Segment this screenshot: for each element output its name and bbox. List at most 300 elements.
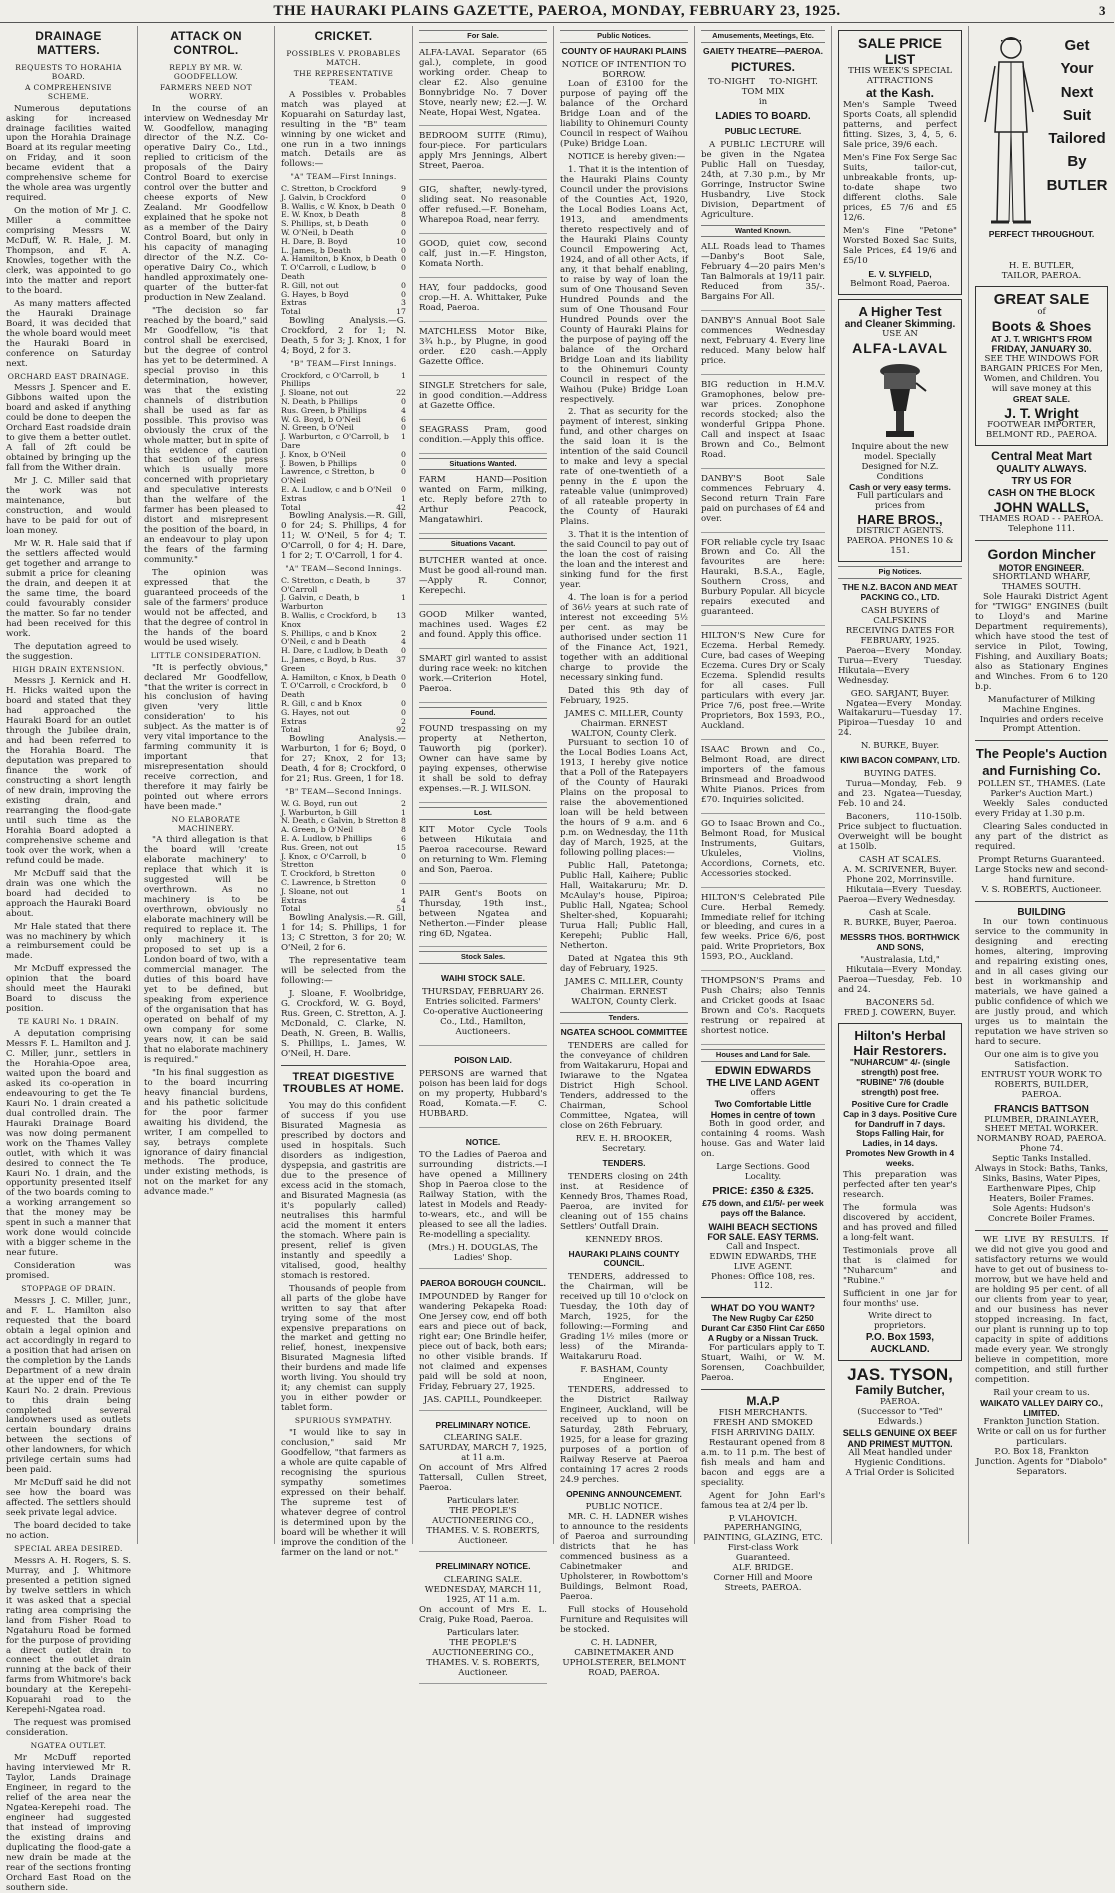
article-title-control: ATTACK ON CONTROL. bbox=[170, 29, 242, 57]
star-name: TOM MIX bbox=[741, 87, 785, 98]
ad-text: ENTRUST YOUR WORK TO ROBERTS, BUILDER, PAEROA. bbox=[980, 1070, 1103, 1100]
score-runs: 10 bbox=[396, 236, 406, 246]
shop-name: J. T. Wright bbox=[1004, 405, 1079, 422]
ad-text: Weekly Sales conducted every Friday at 1.30 p.m. bbox=[975, 799, 1108, 820]
score-batsman: O'Neil, c and b Death bbox=[281, 637, 367, 647]
paragraph: Large Sections. Good Locality. bbox=[716, 1161, 810, 1182]
score-runs: 17 bbox=[396, 307, 406, 317]
score-runs: 0 bbox=[401, 681, 406, 691]
ad-text: AT J. T. WRIGHT'S FROM bbox=[990, 333, 1093, 344]
ad-text: Manufacturer of Milking Machine Engines. bbox=[987, 694, 1096, 715]
masthead-title: THE HAURAKI PLAINS GAZETTE, PAEROA, MONDAY, FEBRUARY 23, 1925. bbox=[273, 3, 841, 19]
score-batsman: N. Death, b Phillips bbox=[281, 397, 358, 406]
slogan-word: Suit bbox=[1062, 106, 1092, 124]
paragraph: As many matters affected the Hauraki Drainage Board, it was decided that the whole board would meet the Hauraki Board in conference on Saturday next. bbox=[6, 298, 131, 369]
ad-text: Particulars later. bbox=[446, 1627, 520, 1638]
signature: REV. E. H. BROOKER, Secretary. bbox=[575, 1133, 673, 1154]
paragraph: Call and Inspect. bbox=[726, 1241, 800, 1252]
ad-tagline: at the Kash. bbox=[865, 86, 934, 101]
wanted-ad bbox=[701, 536, 825, 627]
score-runs: 0 bbox=[401, 219, 406, 229]
battson-title: FRANCIS BATTSON bbox=[994, 1103, 1089, 1115]
ad-text: Rail your cream to us. bbox=[993, 1387, 1090, 1398]
score-batsman: W. O'Neil, b Death bbox=[281, 228, 354, 238]
ad-text: DANBY'S Boot Sale commences February 4. Second return Train Fare paid on purchases of £4 and over. bbox=[701, 473, 825, 524]
classified-ad bbox=[419, 183, 547, 234]
ad-text: ALL Roads lead to Thames—Danby's Boot Sale, February 4—20 pairs Men's Tan Balmorals at 19/11 pair. Reduced from 35/-. Bargains For All. bbox=[701, 242, 825, 303]
score-runs: 0 bbox=[401, 263, 406, 273]
paragraph: The deputation agreed to the suggestion. bbox=[6, 641, 131, 662]
score-batsman: C. Stretton, c Death, b O'Carroll bbox=[281, 575, 370, 594]
ad-address: Belmont Road, Paeroa. bbox=[850, 278, 950, 289]
score-runs: 0 bbox=[401, 467, 406, 477]
ad-text: TRY US FOR bbox=[1011, 475, 1072, 487]
notice-heading: COUNTY OF HAURAKI PLAINS bbox=[561, 45, 687, 56]
agent-name: EDWIN EDWARDS bbox=[715, 1064, 811, 1077]
ad-text: Write direct to proprietors. bbox=[868, 1311, 932, 1332]
paragraph: The representative team will be selected from the following:— bbox=[281, 956, 406, 986]
ad-text: Always in Stock: Baths, Tanks, Sinks, Basins, Water Pipes, Earthenware Pipes, Chip Heaters, Boiler Frames. bbox=[975, 1164, 1108, 1205]
building-title: BUILDING bbox=[1017, 906, 1066, 918]
score-row bbox=[281, 612, 406, 630]
score-runs: 0 bbox=[401, 646, 406, 656]
score-runs: 0 bbox=[401, 192, 406, 202]
lecture-heading: PUBLIC LECTURE. bbox=[724, 125, 802, 136]
stock-sale-ad bbox=[419, 967, 547, 1046]
classified-ad bbox=[419, 379, 547, 420]
scorecard-a-second bbox=[281, 577, 406, 727]
paragraph: NOTICE is hereby given:— bbox=[568, 152, 686, 163]
column-amusements bbox=[694, 26, 831, 1594]
subhead: HIGH DRAIN EXTENSION. bbox=[12, 664, 125, 674]
auction-title: The People's Auction and Furnishing Co. bbox=[975, 746, 1108, 779]
clearing-sale-ad bbox=[419, 1414, 547, 1553]
ad-text: CASH BUYERS of CALFSKINS bbox=[861, 605, 939, 626]
score-batsman: G. Hayes, not out bbox=[281, 707, 350, 717]
paragraph: "A third allegation is that the board will 'create elaborate machinery' to replace that which it is suggested will be overthrown. As no machinery is to be overthrown, obviously no elaborate machinery will be required to replace it. The only machinery it is proposed to set up is a London board of two, with a commercial manager. The duties of this board have yet to be defined, but speaking from experience of the organisation that has operated on behalf of my own company for some years now, it can be said that no elaborate machinery is required." bbox=[144, 835, 268, 1065]
score-runs: 0 bbox=[401, 254, 406, 264]
score-runs: 8 bbox=[401, 825, 406, 835]
ad-text: POLLEN ST., THAMES. (Late Parker's Auction Mart.) bbox=[977, 779, 1106, 800]
ad-terms: Cash or very easy terms. bbox=[849, 481, 951, 492]
butler-slogan bbox=[1039, 34, 1115, 197]
column-public-notices bbox=[553, 26, 694, 1678]
score-runs: 2 bbox=[401, 628, 406, 638]
score-runs: 2 bbox=[401, 716, 406, 726]
cars-heading: WHAT DO YOU WANT? bbox=[710, 1303, 816, 1315]
paragraph: "I would like to say in conclusion," said Mr Goodfellow, "that farmers as a whole are quite capable of recognising the spurious sympathy sometimes expressed on their behalf. The supreme test of whatever degree of control is determined upon by the board will be whether it will improve the condition of the farmer on the land or not." bbox=[281, 1427, 406, 1558]
ad-heading: WAIHI STOCK SALE. bbox=[441, 973, 525, 984]
wanted-ad bbox=[701, 240, 825, 311]
score-batsman: J. Galvin, c Death, b Warburton bbox=[281, 593, 360, 612]
ad-heading: PAEROA BOROUGH COUNCIL. bbox=[420, 1278, 546, 1289]
ad-text: Hikutaia—Every Tuesday. Paeroa—Every Wednesday. bbox=[838, 884, 962, 905]
ad-heading: PRELIMINARY NOTICE. bbox=[435, 1419, 531, 1430]
score-runs: 0 bbox=[401, 707, 406, 717]
paragraph: Mr McDuff reported having interviewed Mr R. Taylor, Lands Drainage Engineer, in regard to the relief of the area near the Ngatea-Kerepehi road. The engineer had suggested that instead of improving the existing drains and duplicating the flood-gate a new drain be made at the rear of the sections fronting Orchard East Road on the southern side. bbox=[6, 1752, 131, 1893]
subhead: REPLY BY MR. W. GOODFELLOW. bbox=[169, 62, 243, 81]
column-drainage bbox=[0, 26, 137, 1893]
score-batsman: Lawrence, c Stretton, b O'Neil bbox=[281, 467, 375, 486]
ad-text: In our town continuous service to the community in designing and erecting homes, altering, improving and repairing existing ones, and in all cases giving our best in workmanship and materials, we have gained a public confidence of which we are justly proud, and which urges us to maintain the reputation we have striven so hard to secure. bbox=[975, 917, 1108, 1048]
paragraph: Agent for John Earl's famous tea at 2/4 per lb. bbox=[701, 1490, 825, 1511]
paragraph: Restaurant opened from 8 a.m. to 11 p.m. The best of fish meals and ham and bacon and eggs are a speciality. bbox=[701, 1437, 825, 1488]
paragraph: TENDERS, addressed to the District Railway Engineer, Auckland, will be received up to noon on Saturday, 28th February, 1925, for a lease for grazing purposes of a portion of Railway Reserve at Paeroa containing 17 acres 2 roods 24.9 perches. bbox=[560, 1384, 688, 1485]
score-batsman: L. James, b Death bbox=[281, 245, 352, 255]
paragraph: TENDERS closing on 24th inst. at Residence of Kennedy Bros, Thames Road, Paeroa, are invited for cleaning out of 155 chains Settlers' Outfall Drain. bbox=[560, 1171, 688, 1232]
score-batsman: Extras bbox=[281, 895, 307, 905]
address: TAILOR, PAEROA. bbox=[1001, 270, 1082, 281]
ad-text: Inquire about the new model. Specially Designed for N.Z. Conditions bbox=[851, 441, 949, 482]
millinery-notice bbox=[419, 1131, 547, 1270]
fish-merchants: FISH MERCHANTS. bbox=[718, 1407, 808, 1418]
score-batsman: T. Crockford, b Stretton bbox=[281, 869, 376, 879]
ad-date: SATURDAY, MARCH 7, 1925, at 11 a.m. bbox=[419, 1443, 547, 1464]
ad-subheading: CLEARING SALE. bbox=[443, 1433, 523, 1444]
score-runs: 6 bbox=[401, 833, 406, 843]
paragraph: The opinion was expressed that the guaranteed proceeds of the sale of the farmers' produce would not be affected, and that the degree of control in the hands of the board would be used wisely. bbox=[144, 568, 268, 648]
score-batsman: Crockford, c O'Carroll, b Phillips bbox=[281, 370, 379, 389]
score-batsman: J. Knox, b O'Neil bbox=[281, 449, 346, 459]
score-batsman: W. G. Boyd, run out bbox=[281, 798, 358, 808]
classified-ad bbox=[419, 281, 547, 322]
company-name: MESSRS THOS. BORTHWICK AND SONS, bbox=[840, 931, 960, 952]
scorecard-a-first bbox=[281, 185, 406, 308]
score-runs: 0 bbox=[401, 228, 406, 238]
ad-text: THOMPSON'S Prams and Push Chairs; also Tennis and Cricket goods at Isaac Brown and Co's. Racquets restrung or repaired at shortest notice. bbox=[701, 976, 825, 1037]
score-runs: 0 bbox=[401, 397, 406, 406]
hiltons-hair-ad bbox=[838, 1023, 962, 1360]
wanted-ad bbox=[701, 472, 825, 533]
section-header: Lost. bbox=[419, 807, 547, 820]
paragraph: 3. That it is the intention of the said Council to pay out of the loan the cost of raising the loan and the interest and sinking fund for the first year. bbox=[560, 530, 688, 590]
score-batsman: L. James, c Boyd, b Rus. Green bbox=[281, 655, 377, 673]
ad-text: Entries solicited. Farmers' Co-operative Auctioneering Co., Ltd., Hamilton, Auctioneers. bbox=[422, 996, 544, 1037]
score-batsman: J. Sloane, not out bbox=[281, 886, 349, 896]
score-batsman: T. O'Carroll, c Crockford, b Death bbox=[281, 681, 388, 700]
section-header: Found. bbox=[419, 707, 547, 720]
score-runs: 1 bbox=[401, 370, 406, 380]
score-batsman: R. Gill, not out bbox=[281, 280, 339, 290]
paragraph: For particulars apply to T. Stuart, Waihi, or W. M. Sorensen, Coachbuilder, Paeroa. bbox=[701, 1343, 825, 1383]
score-runs: 37 bbox=[396, 575, 406, 585]
paragraph: Consideration was promised. bbox=[6, 1261, 131, 1282]
paragraph: A Possibles v. Probables match was played at Kopuarahi on Saturday last, resulting in the "B" team winning by one wicket and one run in a two innings match. Details are as follows:— bbox=[281, 89, 406, 170]
butcher-trade: Family Butcher, bbox=[855, 1383, 945, 1398]
score-runs: 0 bbox=[401, 458, 406, 468]
score-batsman: J. Sloane, not out bbox=[281, 388, 349, 398]
ad-signature: THE PEOPLE'S AUCTIONEERING CO., THAMES. V. S. ROBERTS, Auctioneer. bbox=[426, 1506, 540, 1547]
column-display-ads-2 bbox=[968, 26, 1114, 1544]
paragraph: Public Hall, Patetonga; Public Hall, Kaihere; Public Hall, Waitakaruru; Mr. D. McAulay's house, Pipiroa; Public Hall, Ngatea; School Shelter-shed, Kopuarahi; Turua Hall; Public Hall, Kerepehi; Public Hall, Netherton. bbox=[560, 861, 688, 951]
mincher-title: Gordon Mincher bbox=[987, 546, 1096, 563]
sale-price-list-ad bbox=[838, 30, 962, 295]
score-runs: 8 bbox=[401, 816, 406, 826]
ad-text: FARM HAND—Position wanted on Farm, milking, etc. Reply before 27th to Arthur Peacock, Mangatawhiri. bbox=[419, 475, 547, 526]
dealer-name: HARE BROS., bbox=[857, 512, 943, 528]
score-batsman: J. Galvin, b Crockford bbox=[281, 192, 366, 202]
offers-label: offers bbox=[750, 1088, 776, 1099]
ad-heading: PRELIMINARY NOTICE. bbox=[435, 1561, 531, 1572]
dairy-co-title: WAIKATO VALLEY DAIRY CO., LIMITED. bbox=[980, 1397, 1103, 1418]
ad-date: WEDNESDAY, MARCH 11, 1925, AT 11 a.m. bbox=[424, 1584, 542, 1605]
signature: P. VLAHOVICH. bbox=[728, 1513, 798, 1524]
score-batsman: Total bbox=[281, 307, 301, 317]
ad-text: Inquiries and orders receive Prompt Attention. bbox=[979, 714, 1104, 735]
ad-text: GREAT SALE. bbox=[1012, 394, 1071, 405]
signature: C. H. LADNER, CABINETMAKER AND UPHOLSTERER, BELMONT ROAD, PAEROA. bbox=[562, 1638, 686, 1678]
ad-text: RECEIVING DATES FOR FEBRUARY, 1925. bbox=[845, 625, 955, 646]
ad-text: FOR reliable cycle try Isaac Brown and Co. All the favourites are here: Hauraki, B.S.A., Eagle, Southern Cross, and Burbury Popular. All bicycle repairs executed and guaranteed. bbox=[701, 537, 825, 618]
paragraph: In the course of an interview on Wednesday Mr W. Goodfellow, managing director of the N.Z. Co-operative Dairy Co., Ltd., replied to criticism of the proposals of the Dairy Control Board to exercise control over the butter and cheese exports of New Zealand. Mr Goodfellow explained that he spoke not as a member of the Dairy Control Board, but only in his capacity of managing director of the N.Z. Co-operative Dairy Co., which handled approximately one-quarter of the butter-fat production in New Zealand. bbox=[144, 103, 268, 303]
paperhanging: PAPERHANGING, PAINTING, GLAZING, ETC. bbox=[703, 1523, 823, 1544]
ad-text: The formula was discovered by accident, and has proved and filled a long-felt want. bbox=[843, 1202, 957, 1243]
bowling-analysis: Bowling Analysis.—G. Crockford, 2 for 1; N. Death, 5 for 3; J. Knox, 1 for 4; Boyd, 2 for 3. bbox=[281, 316, 406, 356]
ad-text: HILTON'S New Cure for Eczema. Herbal Remedy. Cure, bad cases of Weeping Eczema. Cures Dry or Scaly Eczema. Splendid results for all cases. Full particulars with every jar. Price 7/6, post free.—Write Proprietors, Box 1593, P.O., Auckland. bbox=[701, 631, 825, 731]
butler-tagline: PERFECT THROUGHOUT. bbox=[988, 229, 1095, 239]
subhead: THE REPRESENTATIVE TEAM. bbox=[293, 69, 394, 87]
ad-text: NORMANBY ROAD, PAEROA. Phone 74. bbox=[976, 1134, 1107, 1155]
theatre-name: GAIETY THEATRE—PAEROA. bbox=[703, 45, 823, 56]
column-classifieds bbox=[412, 26, 553, 1678]
classified-ad bbox=[419, 608, 547, 649]
price: PRICE: £350 & £325. bbox=[712, 1184, 814, 1197]
ad-text: Men's Fine Fox Serge Sac Suits, tailor-cut, unbreakable fronts, up-to-date shape two different cloths. Sale prices, £5 7/6 and £5 12/6. bbox=[843, 153, 957, 223]
notice-subheading: NOTICE OF INTENTION TO BORROW. bbox=[561, 59, 687, 80]
ad-text: TO the Ladies of Paeroa and surrounding districts.—I have opened a Millinery Shop in Paeroa close to the Railway Station, with the latest in Models and Ready-to-wears, etc., and will be pleased to see all the ladies. Re-modelling a speciality. bbox=[419, 1150, 547, 1241]
score-batsman: A. Hamilton, b Knox, b Death bbox=[281, 254, 397, 264]
paragraph: A deputation comprising Messrs F. L. Hamilton and J. C. Miller, junr., settlers in the Horahia-Opoe area, waited upon the board and asked its co-operation in endeavouring to get the Te Kauri No. 1 drain created a dual controlled drain. The Hauraki Drainage Board was now doing permanent work on the Thames Valley outlet, with which it was desired to connect the Te Kauri No. 1 drain, and the opportunity presented itself of the two boards coming to a working arrangement so that the money may be spent in such a manner that work done would coincide with a bigger scheme in the near future. bbox=[6, 1028, 131, 1259]
ad-text: Paeroa—Every Monday. Turua—Every Tuesday. Hikutaia—Every Wednesday. bbox=[838, 645, 962, 686]
ad-subtitle: and Cleaner Skimming. bbox=[844, 318, 956, 330]
ad-text: CASH ON THE BLOCK bbox=[987, 487, 1096, 499]
signature: GEO. SARJANT, Buyer. bbox=[850, 688, 950, 699]
paragraph: "In his final suggestion as to the board incurring heavy financial burdens, and his pathetic solicitude for the poor farmer awaiting his dividend, the writer, I am compelled to say, betrays complete ignorance of dairy financial methods. The produce, under existing methods, is not on the market for any advance made." bbox=[144, 1067, 268, 1198]
score-runs: 1 bbox=[401, 886, 406, 896]
score-runs: 1 bbox=[401, 432, 406, 442]
classified-ad bbox=[419, 423, 547, 454]
ad-text: FOUND trespassing on my property at Netherton, Tauworth pig (porker). Owner can have same by paying expenses, otherwise it shall be sold to defray expenses.—R. J. WILSON. bbox=[419, 724, 547, 795]
suited-man-illustration bbox=[977, 32, 1039, 237]
paragraph: Full stocks of Household Furniture and Requisites will be stocked. bbox=[560, 1605, 688, 1636]
signature: V. S. ROBERTS, Auctioneer. bbox=[981, 884, 1102, 895]
section-header: Amusements, Meetings, Etc. bbox=[701, 30, 825, 43]
ad-signature: (Mrs.) H. DOUGLAS, The Ladies' Shop. bbox=[428, 1243, 538, 1264]
subhead: REQUESTS TO HORAHIA BOARD. bbox=[15, 62, 122, 81]
butcher-name: JAS. TYSON, bbox=[847, 1364, 953, 1384]
ad-text: "Australasia, Ltd," bbox=[860, 955, 940, 966]
score-row bbox=[281, 264, 406, 282]
subhead: STOPPAGE OF DRAIN. bbox=[21, 1284, 116, 1294]
ad-text: HAY, four paddocks, good crop.—H. A. Whittaker, Puke Road, Paeroa. bbox=[419, 283, 547, 314]
signature: FRED J. COWERN, Buyer. bbox=[844, 1008, 956, 1019]
score-batsman: E. A. Ludlow, b Phillips bbox=[281, 833, 373, 843]
score-batsman: Total bbox=[281, 904, 301, 914]
score-runs: 0 bbox=[401, 699, 406, 709]
slogan-word: BUTLER bbox=[1046, 176, 1108, 194]
paragraph: On the motion of Mr J. C. Miller a committee comprising Messrs W. McDuff, W. R. Hale, J. M. Thompson, and F. A. Knowles, together with the clerk, was appointed to go into the matter and report to the board. bbox=[6, 206, 131, 296]
score-batsman: R. Gill, c and b Knox bbox=[281, 699, 362, 709]
ad-text: On account of Mrs Alfred Tattersall, Cullen Street, Paeroa. bbox=[419, 1463, 547, 1494]
ad-text: (Successor to "Ted" Edwards.) bbox=[857, 1407, 943, 1428]
ad-product: "NUHARCUM" 4/- (single strength) post free. bbox=[849, 1057, 951, 1078]
score-batsman: C. Lawrence, b Stretton bbox=[281, 877, 376, 887]
score-runs: 0 bbox=[401, 484, 406, 494]
notice-heading: HAURAKI PLAINS COUNTY COUNCIL. bbox=[568, 1248, 680, 1269]
score-batsman: Rus. Green, not out bbox=[281, 842, 359, 852]
score-runs: 0 bbox=[401, 672, 406, 682]
score-batsman: B. Wallis, c Crockford, b Knox bbox=[281, 611, 377, 629]
beach-sections: WAIHI BEACH SECTIONS FOR SALE. EASY TERMS. bbox=[707, 1221, 819, 1243]
scorecard-heading: "B" TEAM—Second Innings. bbox=[285, 787, 402, 797]
paragraph: MR. C. H. LADNER wishes to announce to the residents of Paeroa and surrounding districts that he has commenced business as a Cabinetmaker and Upholsterer, in Rowbottom's Buildings, Belmont Road, Paeroa. bbox=[560, 1512, 688, 1603]
paragraph: Mr Hale stated that there was no machinery by which a reimbursement could be made. bbox=[6, 921, 131, 962]
homes-heading: Two Comfortable Little Homes in centre of town bbox=[710, 1099, 816, 1120]
slogan-word: By bbox=[1067, 153, 1087, 171]
ad-text: All Meat handled under Hygienic Conditions. bbox=[848, 1448, 952, 1468]
score-runs: 0 bbox=[401, 280, 406, 290]
column-display-ads bbox=[831, 26, 968, 1544]
ad-heading: NOTICE. bbox=[465, 1136, 501, 1147]
score-batsman: S. Phillips, c and b Knox bbox=[281, 628, 377, 638]
signature: KENNEDY BROS. bbox=[585, 1234, 663, 1245]
ad-date: FRIDAY, JANUARY 30. bbox=[991, 344, 1092, 356]
score-batsman: Extras bbox=[281, 493, 307, 503]
paragraph: Messrs J. C. Miller, junr., and F. L. Hamilton also requested that the board obtain a legal opinion and act accordingly in regard to a position that had arisen on the completion by the Lands Department of a new drain at the upper end of the Te Kauri No. 2 drain. Previous to this drain being completed several landowners used as outlets certain boundary drains between the sections of other landowners, for which privilege certain sums had been paid. bbox=[6, 1295, 131, 1476]
paragraph: J. Sloane, F. Woolbridge, G. Crockford, W. G. Boyd, Rus. Green, C. Stretton, A. J. McDonald, C. Clarke, N. Death, N. Green, B. Wallis, S. Phillips, L. James, W. O'Neil, H. Dare. bbox=[281, 988, 406, 1059]
score-batsman: N. Green, b O'Neil bbox=[281, 423, 354, 433]
ad-title: Boots & Shoes bbox=[991, 318, 1092, 335]
ad-text: SEAGRASS Pram, good condition.—Apply this office. bbox=[419, 424, 547, 445]
cars-list: The New Rugby Car £250 Durant Car £350 Flint Car £650 A Rugby or a Nissan Truck. bbox=[701, 1313, 825, 1344]
score-runs: 0 bbox=[401, 851, 406, 861]
score-runs: 0 bbox=[401, 423, 406, 433]
alfa-laval-ad bbox=[838, 299, 962, 563]
signature: JAMES C. MILLER, County Chairman. ERNEST WALTON, County Clerk. bbox=[564, 708, 684, 739]
ad-date: THURSDAY, FEBRUARY 26. bbox=[421, 987, 545, 998]
ad-text: Sole Hauraki District Agent for "TWIGG" ENGINES (built to Lloyd's and Marine Department requirements), which have stood the test of service in Pilot, Towing, Fishing, and Auxiliary Boats; also as Stationary Engines and Winches. From 6 to 120 b.p. bbox=[975, 591, 1108, 692]
ad-text: Ngatea—Every Monday. Waitakaruru—Tuesday 17. Pipiroa—Tuesday 10 and 24. bbox=[838, 698, 962, 739]
ad-text: DANBY'S Annual Boot Sale commences Wednesday next, February 4. Every line reduced. Many below half price. bbox=[701, 316, 825, 366]
classified-ad bbox=[419, 823, 547, 884]
classified-ad bbox=[419, 325, 547, 376]
bowling-analysis: Bowling Analysis.—Warburton, 1 for 6; Boyd, 0 for 27; Knox, 2 for 13; Death, 4 for 8; Crockford, 0 for 21; Rus. Green, 1 for 18. bbox=[281, 734, 406, 785]
score-batsman: H. Dare, B. Boyd bbox=[281, 236, 348, 246]
ad-text: BACONERS 5d. bbox=[865, 998, 935, 1009]
notice-heading: TENDERS. bbox=[602, 1157, 646, 1168]
slogan-word: Next bbox=[1060, 83, 1094, 101]
ad-text: MATCHLESS Motor Bike, 3¾ h.p., by Plugne, in good order. £20 cash.—Apply Gazette Office. bbox=[419, 327, 547, 367]
scorecard-heading: "A" TEAM—First Innings. bbox=[290, 172, 397, 182]
ad-text: GOOD, quiet cow, second calf, just in.—F. Hingston, Komata North. bbox=[419, 239, 547, 270]
subhead: POSSIBLES V. PROBABLES MATCH. bbox=[286, 48, 401, 67]
score-runs: 0 bbox=[401, 245, 406, 255]
score-runs: 4 bbox=[401, 895, 406, 905]
score-batsman: J. Warburton, b Gill bbox=[281, 807, 357, 817]
ad-subheading: CLEARING SALE. bbox=[443, 1574, 523, 1585]
score-runs: 2 bbox=[401, 798, 406, 808]
score-batsman: A. Green, b O'Neil bbox=[281, 825, 354, 835]
score-runs: 37 bbox=[396, 655, 406, 665]
score-batsman: E. A. Ludlow, c and b O'Neil bbox=[281, 484, 392, 494]
score-runs: 8 bbox=[401, 210, 406, 220]
ad-text: Sufficient in one jar for four months' use. bbox=[843, 1288, 957, 1309]
separator-illustration bbox=[870, 361, 930, 439]
score-runs: 13 bbox=[396, 611, 406, 621]
score-runs: 3 bbox=[401, 298, 406, 308]
paragraph: Mr W. R. Hale said that if the settlers affected would get together and arrange to submit a price for cleaning the drain, and deepen it at the same time, the board could favourably consider the matter. So far no tender had been received for this work. bbox=[6, 538, 131, 639]
ad-text: P.O. Box 18, Frankton Junction. Agents for "Diabolo" Separators. bbox=[975, 1447, 1108, 1478]
fish-arriving: FRESH AND SMOKED FISH ARRIVING DAILY. bbox=[711, 1417, 815, 1438]
bowling-analysis: Bowling Analysis.—R. Gill, 0 for 24; S. Phillips, 4 for 11; W. O'Neil, 5 for 4; T. O'Carroll, 0 for 4; H. Dare, 1 for 2; T. O'Carroll, 1 for 4. bbox=[281, 511, 406, 562]
in-label: in bbox=[758, 97, 768, 108]
subhead: FARMERS NEED NOT WORRY. bbox=[160, 83, 252, 101]
paragraph: Dated this 9th day of February, 1925. bbox=[560, 685, 688, 706]
ad-text: GOOD Milker wanted, machines used. Wages £2 and found. Apply this office. bbox=[419, 609, 547, 640]
divider bbox=[975, 740, 1108, 741]
divider bbox=[281, 1065, 406, 1066]
ad-text: QUALITY ALWAYS. bbox=[996, 464, 1087, 476]
paragraph: You may do this confident of success if you use Bisurated Magnesia as prescribed by doctors and used in hospitals. Such disorders as indigestion, dyspepsia, and gastritis are due to the presence of excess acid in the stomach, and Bisurated Magnesia (as it's popularly called) neutralises this harmful acid the moment it enters the stomach. Where pain is present, relief is given instantly and speedily a vitalised, good, healthy stomach is restored. bbox=[281, 1101, 406, 1281]
section-header: Tenders. bbox=[560, 1012, 688, 1025]
paragraph: Mr McDuff expressed the opinion that the board should meet the Hauraki Board to discuss the position. bbox=[6, 964, 131, 1015]
ad-text: DISTRICT AGENTS. bbox=[856, 526, 944, 537]
page-number: 3 bbox=[1099, 3, 1106, 18]
paragraph: The request was promised consideration. bbox=[6, 1718, 131, 1739]
wanted-ad bbox=[701, 743, 825, 814]
ad-text: Testimonials prove all that is claimed for "Nuharcum" and "Rubine." bbox=[843, 1245, 957, 1286]
great-sale-ad bbox=[975, 286, 1108, 446]
subhead: NO ELABORATE MACHINERY. bbox=[171, 815, 241, 833]
section-header: Pig Notices. bbox=[838, 566, 962, 579]
score-batsman: T. O'Carroll, c Ludlow, b Death bbox=[281, 263, 377, 282]
paragraph: 4. The loan is for a period of 36½ years at such rate of interest not exceeding 5½ per cent. as may be authorised under section 11 of the Finance Act, 1921, together with an additional charge to provide the necessary sinking fund. bbox=[560, 592, 688, 683]
pictures-heading: PICTURES. bbox=[730, 59, 795, 74]
ad-text: HILTON'S Celebrated Pile Cure. Herbal Remedy. Immediate relief for itching or bleeding, and cures in a few weeks. Price 6/6, post paid. Write Proprietors, Box 1593, P.O., Auckland. bbox=[701, 892, 825, 963]
signature: A. M. SCRIVENER, Buyer. Phone 202, Morrinsville. bbox=[842, 864, 958, 885]
column-cricket bbox=[274, 26, 412, 1558]
signature: EDWIN EDWARDS, THE LIVE AGENT. bbox=[709, 1251, 817, 1272]
score-runs: 92 bbox=[396, 725, 406, 735]
score-runs: 4 bbox=[401, 405, 406, 415]
ad-text: BEDROOM SUITE (Rimu), four-piece. For particulars apply Mrs Jennings, Albert Street, Paeroa. bbox=[419, 131, 547, 172]
classified-ad bbox=[419, 652, 547, 703]
divider bbox=[975, 1230, 1108, 1231]
paragraph: Mr McDuff said that the drain was one which the board had decided to approach the Hauraki Board about. bbox=[6, 868, 131, 919]
ad-text: WE LIVE BY RESULTS. If we did not give you good and satisfactory returns we would have to get out of business to-morrow, but we have held and are holding 95 per cent. of all our clients from year to year, and our business has never stopped increasing. In fact, our plant is running up to top capacity in spite of additions made every year. We strongly believe in competition, more competition, and still further competition. bbox=[975, 1235, 1108, 1385]
ad-text: Septic Tanks Installed. bbox=[991, 1154, 1092, 1165]
ad-text: PERSONS are warned that poison has been laid for dogs on my property, Hubbard's Road, Komata.—F. C. HUBBARD. bbox=[419, 1068, 547, 1119]
section-header: Situations Vacant. bbox=[419, 538, 547, 551]
score-row bbox=[281, 577, 406, 595]
score-batsman: Total bbox=[281, 502, 301, 512]
article-title-digestive: TREAT DIGESTIVE TROUBLES AT HOME. bbox=[282, 1070, 405, 1096]
subhead: SPECIAL AREA DESIRED. bbox=[14, 1544, 123, 1554]
divider bbox=[975, 901, 1108, 902]
score-row bbox=[281, 594, 406, 612]
ad-subtitle: THIS WEEK'S SPECIAL ATTRACTIONS bbox=[848, 66, 952, 87]
score-runs: 4 bbox=[401, 637, 406, 647]
section-header: Wanted Known. bbox=[701, 225, 825, 238]
agent-tagline: THE LIVE LAND AGENT bbox=[706, 1077, 820, 1089]
bowling-analysis: Bowling Analysis.—R. Gill, 1 for 14; S. Phillips, 1 for 13; C Stretton, 3 for 20; W. O'Neil, 2 for 6. bbox=[281, 913, 406, 954]
paragraph: TENDERS are called for the conveyance of children from Waitakaruru, Hopai and Iwiarawe to the Ngatea District High School. Tenders, addressed to the Chairman, School Committee, Ngatea, will close on 26th February. bbox=[560, 1041, 688, 1131]
paragraph: "The decision so far reached by the board," said Mr Goodfellow, "is that control shall be exercised, but the degree of control has yet to be determined. A special proviso in this determination, however, was that the existing channels of distribution shall be used as far as possible. This proviso was obviously the crux of the whole matter, but in spite of this evidence of caution that section of the press which is usually more concerned with proprietary and speculative interests than the welfare of the farmer has been pleased to distort and misrepresent the position of the board, in an endeavour to play upon the fears of the farming community." bbox=[144, 305, 268, 566]
score-batsman: W. G. Boyd, b O'Neil bbox=[281, 414, 361, 424]
paragraph: 2. That as security for the payment of interest, sinking fund, and other charges on the said loan it is the intention of the said Council to make and levy a special rate of one-twentieth of a penny in the £ upon the rateable value (unimproved) of all rateable property in the County of Hauraki Plains. bbox=[560, 407, 688, 528]
score-row bbox=[281, 468, 406, 486]
paragraph: First-class Work Guaranteed. bbox=[727, 1543, 799, 1564]
